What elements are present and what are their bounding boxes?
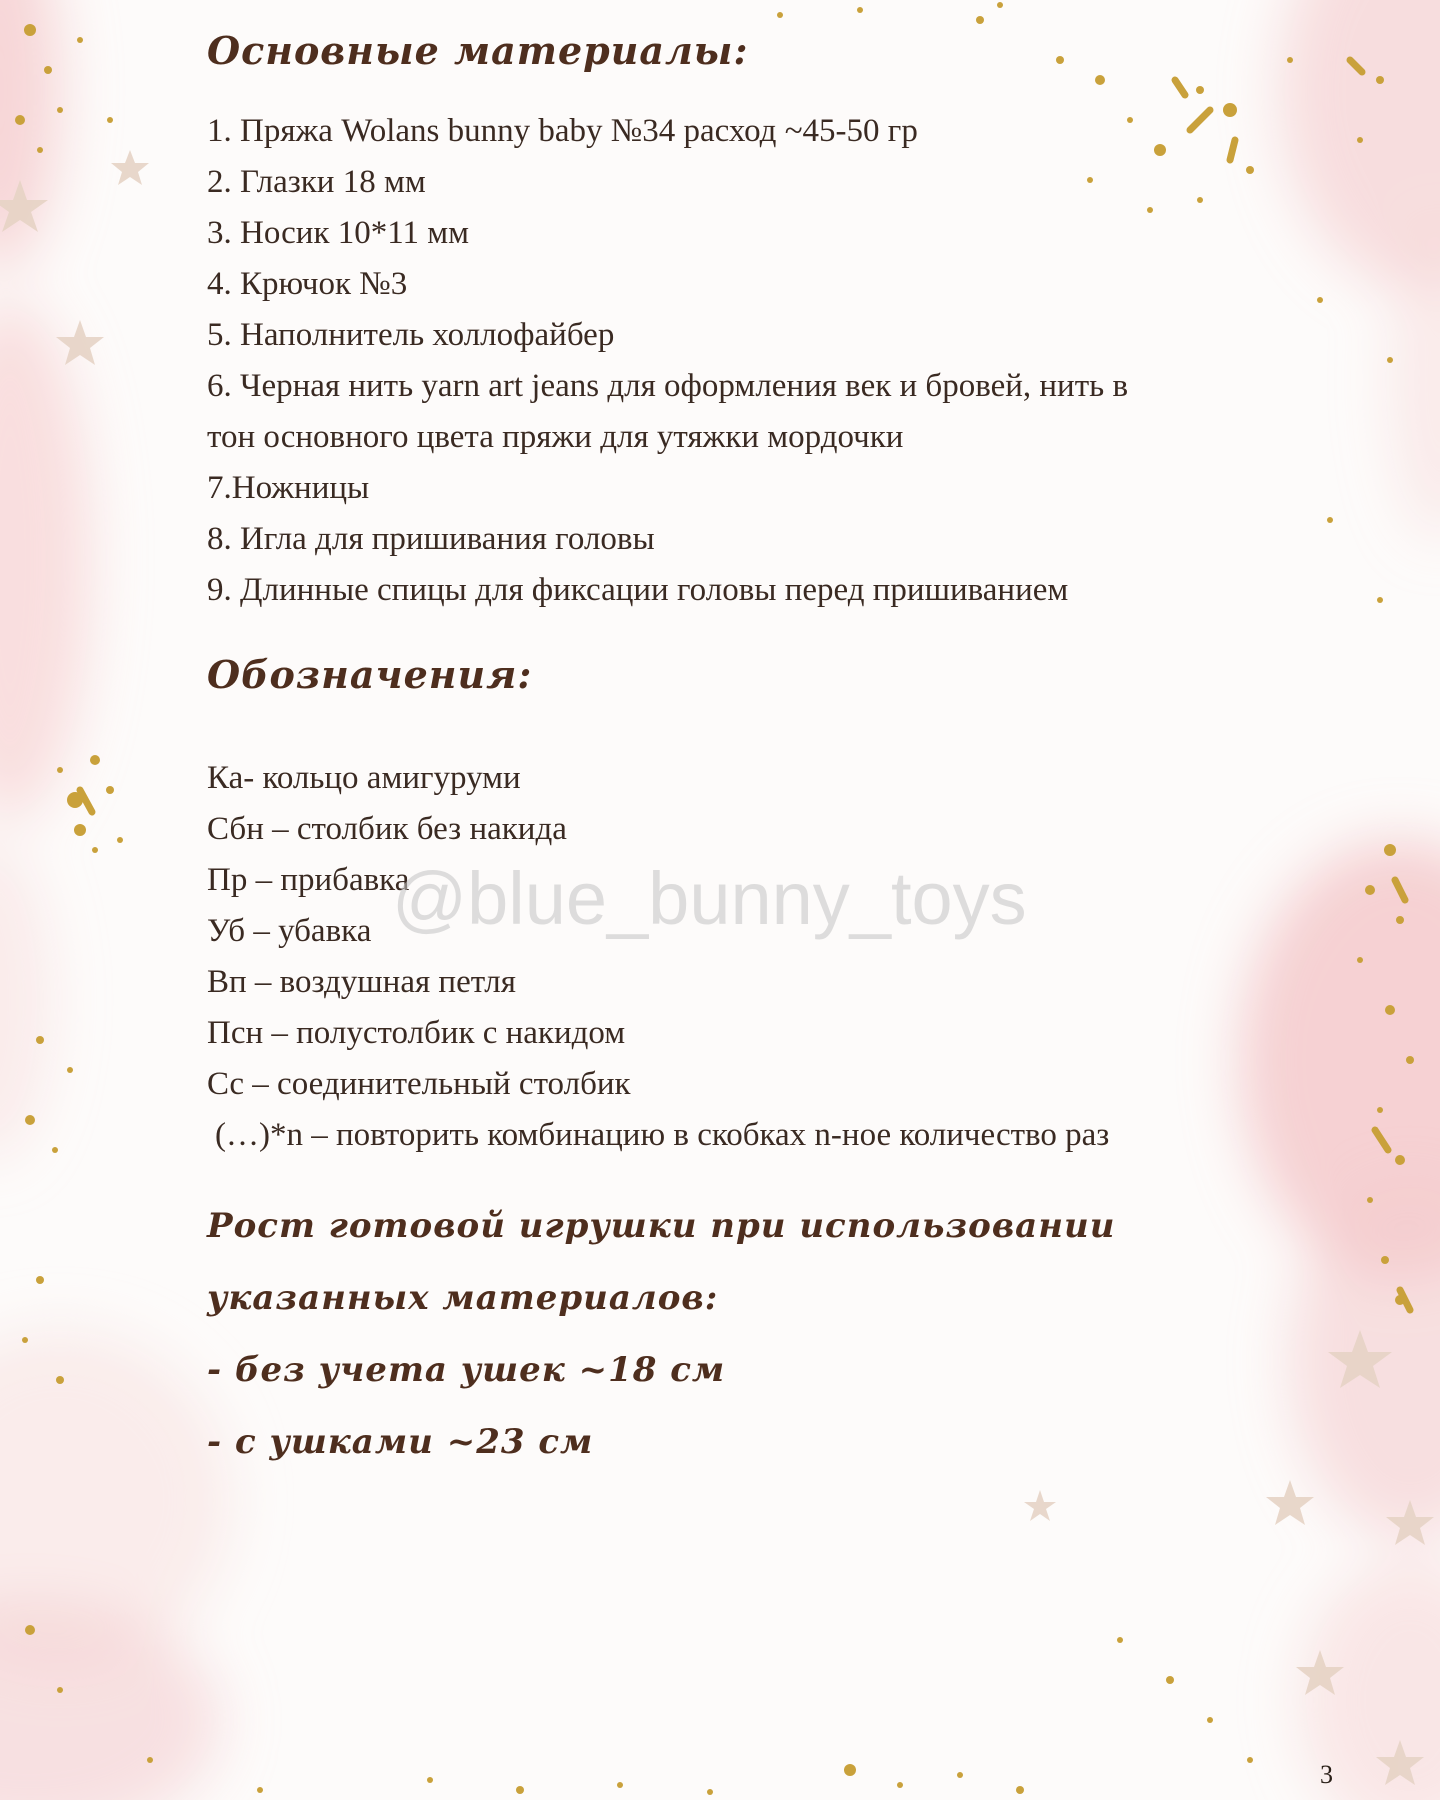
height-line: - без учета ушек ~18 см: [207, 1350, 726, 1390]
height-line: Рост готовой игрушки при использовании: [207, 1206, 1116, 1246]
list-item: 9. Длинные спицы для фиксации головы перед пришиванием: [207, 572, 1069, 608]
materials-heading: Основные материалы:: [207, 28, 749, 73]
list-item: 1. Пряжа Wolans bunny baby №34 расход ~45-50 гр: [207, 113, 918, 149]
height-line: указанных материалов:: [207, 1278, 719, 1318]
list-item: Псн – полустолбик с накидом: [207, 1015, 626, 1051]
abbreviations-list: [207, 753, 1109, 1161]
list-item: 7.Ножницы: [207, 470, 370, 506]
list-item: 4. Крючок №3: [207, 266, 408, 302]
list-item: 5. Наполнитель холлофайбер: [207, 317, 615, 353]
list-item: Пр – прибавка: [207, 862, 410, 898]
list-item: 8. Игла для пришивания головы: [207, 521, 655, 557]
abbreviations-heading: Обозначения:: [207, 652, 533, 697]
list-item: (…)*n – повторить комбинацию в скобках n-ное количество раз: [215, 1117, 1110, 1153]
list-item: 3. Носик 10*11 мм: [207, 215, 470, 251]
list-item: 2. Глазки 18 мм: [207, 164, 426, 200]
list-item: Ка- кольцо амигуруми: [207, 760, 521, 796]
list-item: Сбн – столбик без накида: [207, 811, 567, 847]
list-item: 6. Черная нить yarn art jeans для оформления век и бровей, нить в: [207, 368, 1129, 404]
list-item: Вп – воздушная петля: [207, 964, 516, 1000]
toy-height-info: [207, 1190, 1115, 1478]
watermark: @blue_bunny_toys: [392, 857, 1027, 940]
list-item: Уб – убавка: [207, 913, 372, 949]
height-line: - с ушками ~23 см: [207, 1422, 594, 1462]
page-number: 3: [1320, 1760, 1333, 1789]
list-item: тон основного цвета пряжи для утяжки мордочки: [207, 419, 904, 455]
list-item: Сс – соединительный столбик: [207, 1066, 631, 1102]
materials-list: [207, 106, 1128, 616]
